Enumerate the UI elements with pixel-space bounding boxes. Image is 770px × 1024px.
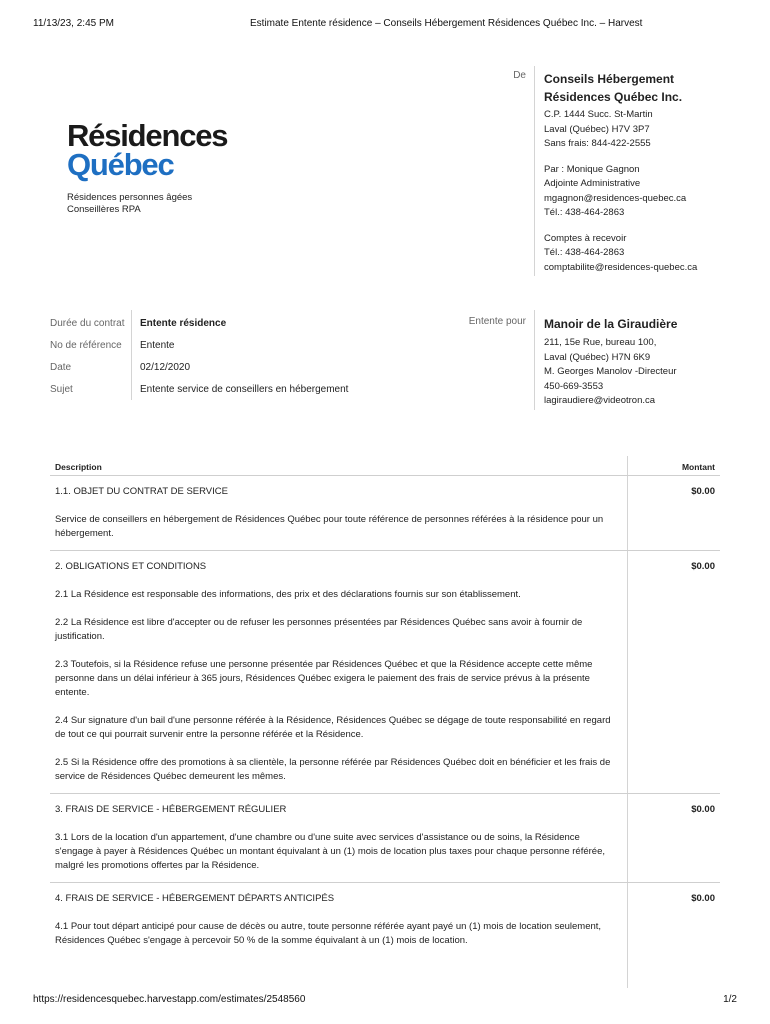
from-company-line2: Résidences Québec Inc. [544, 90, 683, 104]
residences-quebec-logo [67, 120, 227, 216]
for-contact: M. Georges Manolov -Directeur [544, 366, 677, 377]
line-item-paragraph: 3.1 Lors de la location d'un appartement, d'une chambre ou d'une suite avec services d'assistance ou de soins, la Résidence s'engage à payer à Résidences Québec un montant équivalant à un (1) mois de location plus taxes pour chaque personne référée, malgré les promotions offertes par la Résidence. [55, 832, 605, 871]
line-item-name: 3. FRAIS DE SERVICE - HÉBERGEMENT RÉGULIER [55, 804, 287, 815]
line-item-paragraph: 2.1 La Résidence est responsable des informations, des prix et des déclarations fournis sur son établissement. [55, 589, 521, 600]
for-phone: 450-669-3553 [544, 380, 604, 392]
line-item [50, 883, 720, 957]
meta-value: Entente résidence [140, 318, 227, 329]
line-item-paragraph: Service de conseillers en hébergement de Résidences Québec pour toute référence de personnes référées à la résidence pour un hébergement. [55, 514, 604, 539]
line-item-name: 2. OBLIGATIONS ET CONDITIONS [55, 561, 207, 572]
logo-tagline [67, 192, 227, 216]
line-item-name: 1.1. OBJET DU CONTRAT DE SERVICE [55, 486, 228, 497]
meta-row-reference [50, 337, 350, 359]
print-header [33, 18, 737, 32]
for-email[interactable]: lagiraudiere@videotron.ca [544, 395, 656, 406]
meta-row-subject [50, 381, 350, 403]
meta-label: Durée du contrat [50, 318, 125, 329]
from-contact-phone: Tél.: 438-464-2863 [544, 207, 625, 218]
logo-tagline-line2: Conseillères RPA [67, 204, 141, 215]
for-block [544, 315, 744, 409]
col-description: Description [55, 462, 102, 472]
meta-label: No de référence [50, 340, 122, 351]
meta-label: Sujet [50, 384, 73, 395]
line-item [50, 476, 720, 551]
from-address1: C.P. 1444 Succ. St-Martin [544, 109, 653, 120]
meta-value: Entente [140, 340, 175, 351]
print-datetime: 11/13/23, 2:45 PM [33, 18, 114, 29]
for-label: Entente pour [468, 316, 526, 327]
from-company [544, 70, 744, 106]
estimate-meta [50, 315, 350, 403]
logo-word-residences: Résidences [67, 118, 228, 153]
meta-value: Entente service de conseillers en hébergement [140, 384, 349, 395]
from-block [544, 70, 744, 275]
meta-label: Date [50, 362, 72, 373]
print-title: Estimate Entente résidence – Conseils Hébergement Résidences Québec Inc. – Harvest [250, 18, 643, 29]
from-contact-email[interactable]: mgagnon@residences-quebec.ca [544, 192, 687, 204]
from-contact-name: Par : Monique Gagnon [544, 163, 640, 175]
line-item-paragraph: 2.5 Si la Résidence offre des promotions à sa clientèle, la personne référée par Résidences Québec doit en bénéficier et les frais de service de Résidences Québec demeurent les mêmes. [55, 757, 611, 782]
from-contact-title: Adjointe Administrative [544, 178, 641, 189]
from-ar-email[interactable]: comptabilite@residences-quebec.ca [544, 261, 698, 273]
from-tollfree: Sans frais: 844-422-2555 [544, 138, 651, 149]
print-url[interactable]: https://residencesquebec.harvestapp.com/estimates/2548560 [33, 994, 306, 1005]
line-item-amount: $0.00 [691, 893, 715, 904]
from-divider [534, 66, 535, 276]
line-item-paragraph: 4.1 Pour tout départ anticipé pour cause de décès ou autre, toute personne référée ayant payé un (1) mois de location seulement, Résidences Québec s'engage à percevoir 50 % de la somme équivalant à un (1) mois de location. [55, 921, 602, 946]
from-ar-label: Comptes à recevoir [544, 232, 627, 244]
line-item [50, 794, 720, 883]
meta-row-date [50, 359, 350, 381]
logo-tagline-line1: Résidences personnes âgées [67, 192, 193, 203]
for-address2: Laval (Québec) H7N 6K9 [544, 351, 651, 363]
for-address1: 211, 15e Rue, bureau 100, [544, 337, 657, 348]
from-label: De [513, 70, 526, 81]
line-item-name: 4. FRAIS DE SERVICE - HÉBERGEMENT DÉPARTS ANTICIPÉS [55, 893, 335, 904]
line-item-amount: $0.00 [691, 804, 715, 815]
for-divider [534, 310, 535, 410]
line-item-amount: $0.00 [691, 561, 715, 572]
line-item-paragraph: 2.4 Sur signature d'un bail d'une personne référée à la Résidence, Résidences Québec se dégage de toute responsabilité en regard de tout ce qui pourrait survenir entre la personne référée et la Résidence. [55, 715, 611, 740]
line-item-paragraph: 2.3 Toutefois, si la Résidence refuse une personne présentée par Résidences Québec et que la Résidence accepte cette même personne dans un délai inférieur à 365 jours, Résidences Québec exigera le paiement des frais de service prévus à la présente entente. [55, 659, 593, 698]
from-address2: Laval (Québec) H7V 3P7 [544, 123, 650, 135]
print-page-number: 1/2 [723, 994, 737, 1005]
from-ar-phone: Tél.: 438-464-2863 [544, 247, 625, 258]
line-item-amount: $0.00 [691, 486, 715, 497]
logo-word-quebec: Québec [67, 147, 174, 182]
meta-value: 02/12/2020 [140, 362, 191, 373]
meta-row-duration [50, 315, 350, 337]
items-table-header [50, 456, 720, 476]
from-company-line1: Conseils Hébergement [544, 72, 675, 86]
line-item [50, 551, 720, 794]
line-item-paragraph: 2.2 La Résidence est libre d'accepter ou de refuser les personnes présentées par Résidences Québec sans avoir à fournir de justification. [55, 617, 583, 642]
items-table [50, 456, 720, 957]
col-amount: Montant [681, 462, 715, 472]
for-company: Manoir de la Giraudière [544, 317, 678, 331]
